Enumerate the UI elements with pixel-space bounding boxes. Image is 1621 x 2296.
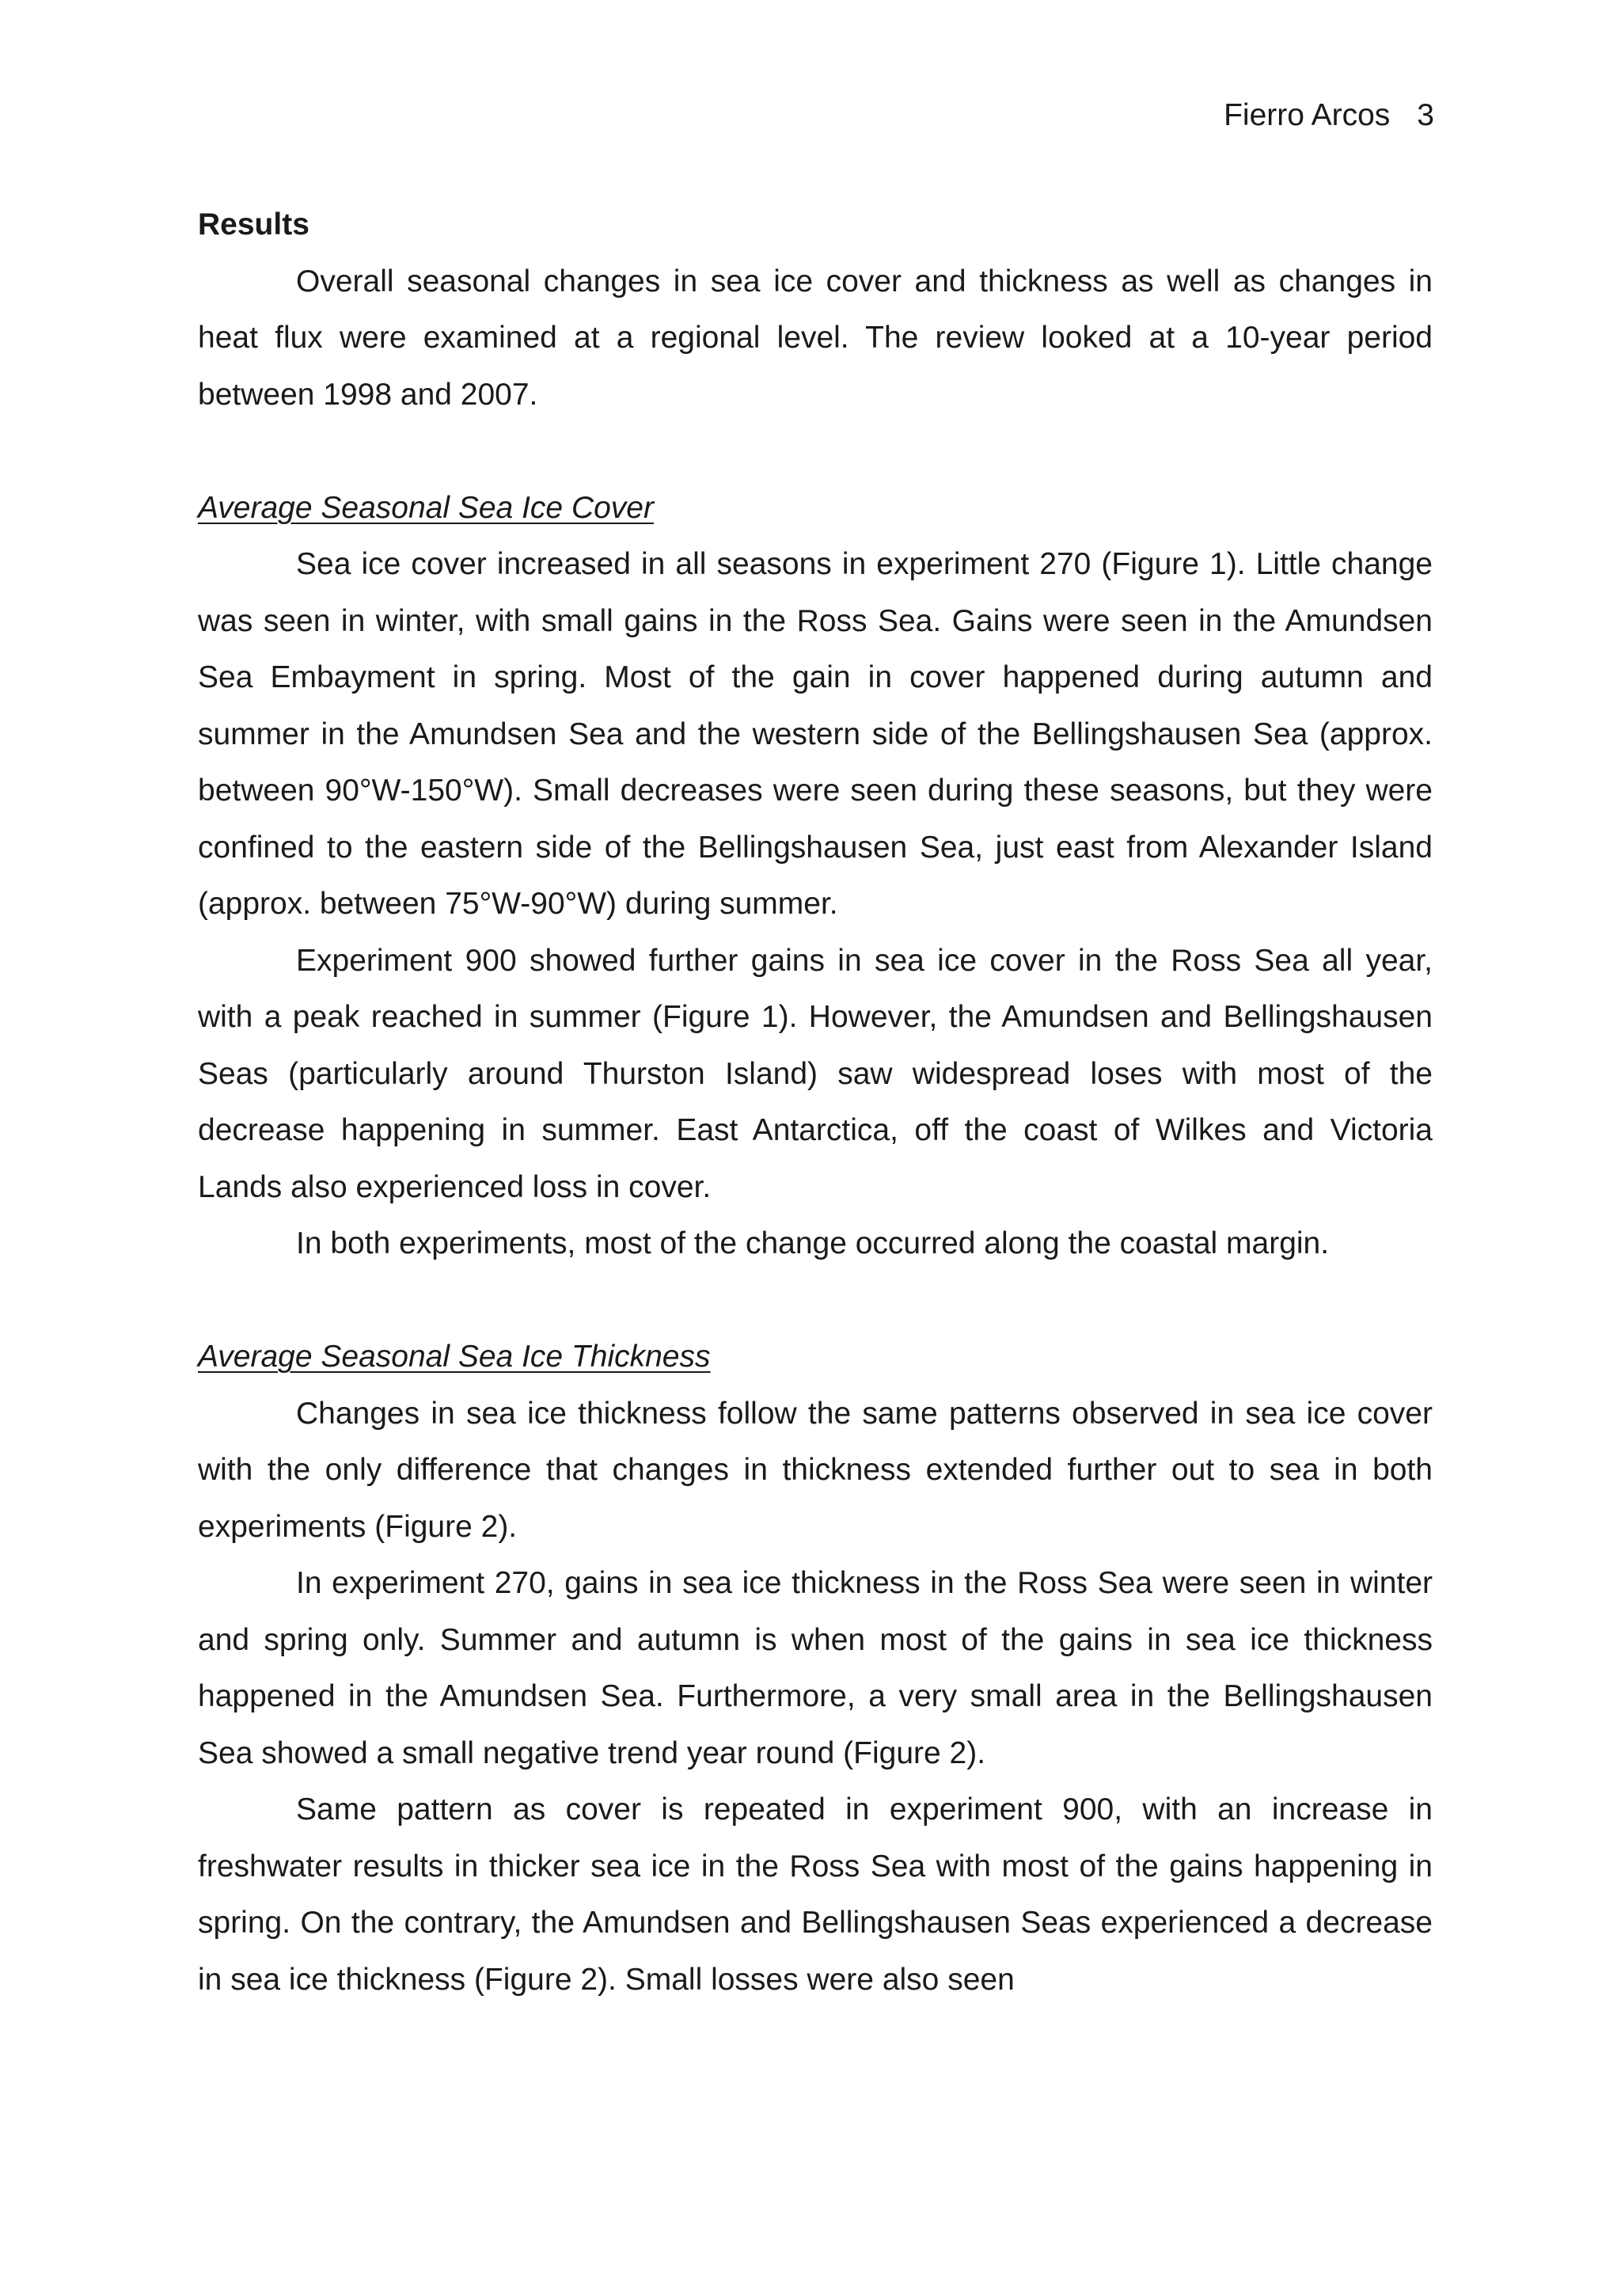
results-intro-paragraph: Overall seasonal changes in sea ice cover and thickness as well as changes in heat flux were examined at a regional level. The review looked at a 10-year period between 1998 and 2007. — [198, 264, 1433, 412]
page-number: 3 — [1417, 98, 1434, 132]
running-header — [1224, 97, 1434, 135]
cover-paragraph-2: Experiment 900 showed further gains in sea ice cover in the Ross Sea all year, with a peak reached in summer (Figure 1). However, the Amundsen and Bellingshausen Seas (particularly around Thurston Island) saw widespread loses with most of the decrease happening in summer. East Antarctica, off the coast of Wilkes and Victoria Lands also experienced loss in cover. — [198, 943, 1433, 1204]
body-text — [198, 196, 1433, 2008]
cover-paragraph-1: Sea ice cover increased in all seasons in experiment 270 (Figure 1). Little change was seen in winter, with small gains in the Ross Sea. Gains were seen in the Amundsen Sea Embayment in spring. Most of the gain in cover happened during autumn and summer in the Amundsen Sea and the western side of the Bellingshausen Sea (approx. between 90°W-150°W). Small decreases were seen during these seasons, but they were confined to the eastern side of the Bellingshausen Sea, just east from Alexander Island (approx. between 75°W-90°W) during summer. — [198, 547, 1433, 921]
cover-paragraph-3: In both experiments, most of the change occurred along the coastal margin. — [296, 1226, 1330, 1260]
thickness-paragraph-1: Changes in sea ice thickness follow the same patterns observed in sea ice cover with the only difference that changes in thickness extended further out to sea in both experiments (Figure 2). — [198, 1396, 1433, 1544]
header-author: Fierro Arcos — [1224, 98, 1391, 132]
cover-section-heading: Average Seasonal Sea Ice Cover — [198, 490, 654, 525]
thickness-section-heading: Average Seasonal Sea Ice Thickness — [198, 1340, 711, 1374]
thickness-paragraph-2: In experiment 270, gains in sea ice thickness in the Ross Sea were seen in winter and spring only. Summer and autumn is when most of the gains in sea ice thickness happened in the Amundsen Sea. Furthermore, a very small area in the Bellingshausen Sea showed a small negative trend year round (Figure 2). — [198, 1566, 1433, 1770]
results-heading: Results — [198, 207, 309, 241]
thickness-paragraph-3: Same pattern as cover is repeated in experiment 900, with an increase in freshwater results in thicker sea ice in the Ross Sea with most of the gains happening in spring. On the contrary, the Amundsen and Bellingshausen Seas experienced a decrease in sea ice thickness (Figure 2). Small losses were also seen — [198, 1792, 1433, 1997]
